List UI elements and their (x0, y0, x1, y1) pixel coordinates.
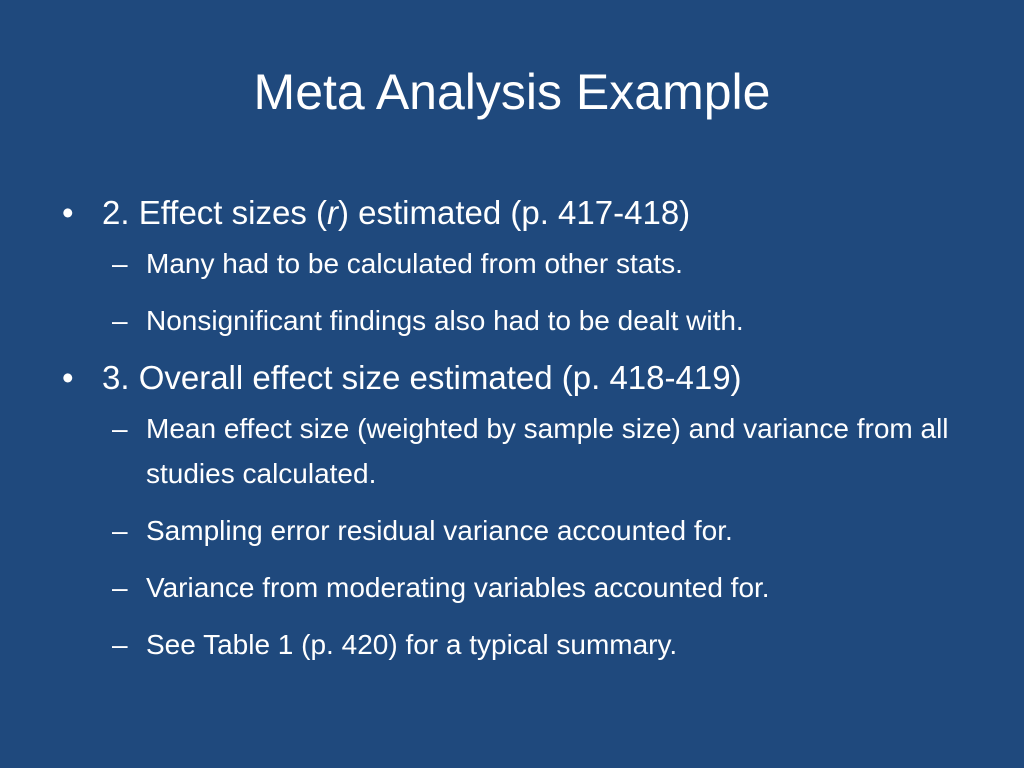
bullet-overall-effect (62, 355, 972, 401)
subitem-table (62, 622, 972, 667)
subitem-nonsignificant (62, 298, 972, 343)
bullet-text-prefix: 2. Effect sizes ( (102, 194, 327, 231)
subitem-text: Mean effect size (weighted by sample size) and variance from all studies calculated. (146, 413, 949, 489)
bullet-effect-sizes (62, 190, 972, 236)
subitem-text: See Table 1 (p. 420) for a typical summary. (146, 629, 678, 660)
subitem-calculated (62, 241, 972, 286)
bullet-marker: • (62, 194, 74, 231)
bullet-text-suffix: ) estimated (p. 417-418) (337, 194, 691, 231)
subitem-text: Nonsignificant findings also had to be dealt with. (146, 305, 744, 336)
subitem-text: Variance from moderating variables accounted for. (146, 572, 770, 603)
dash-marker: – (112, 515, 128, 546)
bullet-text-italic: r (326, 194, 338, 231)
dash-marker: – (112, 572, 128, 603)
slide-title: Meta Analysis Example (253, 64, 771, 120)
dash-marker: – (112, 248, 128, 279)
subitem-mean-effect (62, 406, 972, 496)
slide-content (62, 190, 972, 679)
dash-marker: – (112, 629, 128, 660)
bullet-text: 3. Overall effect size estimated (p. 418-419) (102, 359, 742, 396)
dash-marker: – (112, 305, 128, 336)
subitem-moderating (62, 565, 972, 610)
bullet-marker: • (62, 359, 74, 396)
subitem-text: Many had to be calculated from other stats. (146, 248, 683, 279)
dash-marker: – (112, 413, 128, 444)
subitem-sampling-error (62, 508, 972, 553)
subitem-text: Sampling error residual variance accounted for. (146, 515, 733, 546)
